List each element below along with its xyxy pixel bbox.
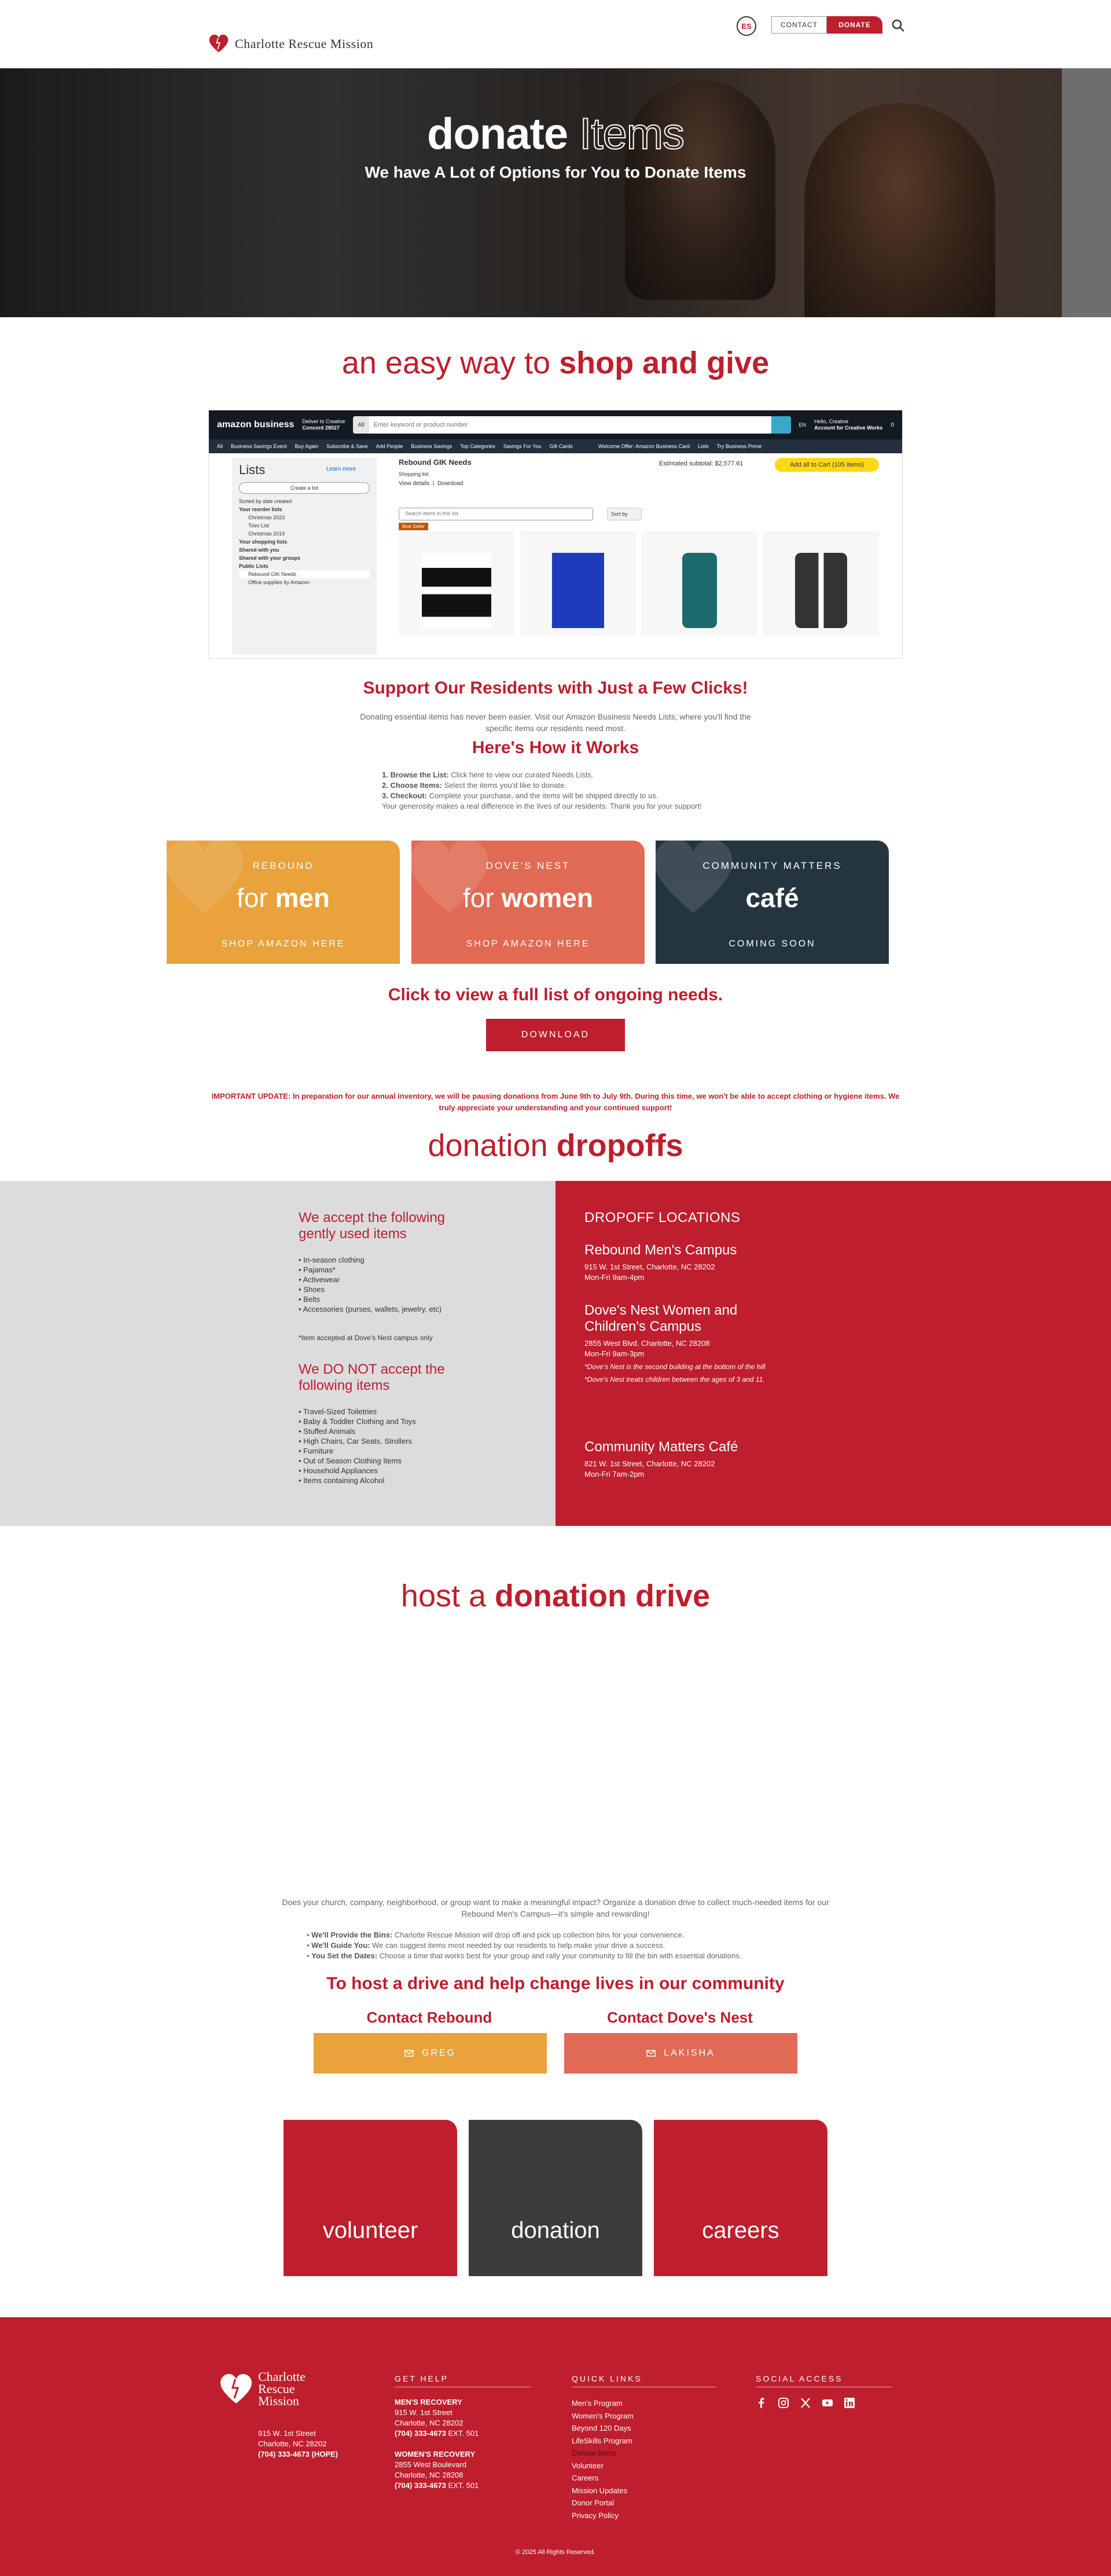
amazon-topbar: amazon business Deliver to Creative Concord 28027 All Enter keyword or product number EN Hello, Creative Account for Creative Works 0 [209,410,902,439]
closing-text: Your generosity makes a real difference in the lives of our residents. Thank you for your support! [382,802,702,810]
footer-link[interactable]: Women's Program [572,2411,634,2420]
social-icons [756,2397,855,2409]
accept-note: *Item accepted at Dove's Nest campus only [299,1334,433,1342]
product-tile [642,531,757,636]
heart-logo-icon [208,32,229,56]
location-doves-nest: Dove's Nest Women and Children's Campus 2855 West Blvd. Charlotte, NC 28208 Mon-Fri 9am-3pm *Dove's Nest is the second building at the bottom of the hill *Dove's Nest treats children between the ages of 3 and 11. [584,1302,766,1384]
step-3: 3. Checkout: Complete your purchase, and the items will be shipped directly to us. [382,791,658,800]
donation-card[interactable]: donation [469,2120,642,2276]
social-heading: SOCIAL ACCESS [756,2374,892,2387]
reject-title: We DO NOT accept the following items [299,1362,445,1393]
envelope-icon [646,2050,656,2057]
card-community-matters-cafe[interactable]: COMMUNITY MATTERS café COMING SOON [656,841,889,964]
get-help-column: MEN'S RECOVERY 915 W. 1st Street Charlotte, NC 28202 (704) 333-4673 EXT. 501 WOMEN'S RECOVERY 2855 West Boulevard Charlotte, NC 28208 (704) 333-4673 EXT. 501 [395,2398,479,2490]
x-twitter-icon[interactable] [800,2397,811,2409]
footer-phone[interactable]: (704) 333-4673 (HOPE) [258,2450,339,2458]
footer-link[interactable]: LifeSkills Program [572,2436,632,2445]
card-rebound-men[interactable]: REBOUND for men SHOP AMAZON HERE [167,841,400,964]
footer-link[interactable]: Privacy Policy [572,2511,619,2520]
product-tile [763,531,879,636]
location-rebound: Rebound Men's Campus 915 W. 1st Street, Charlotte, NC 28202 Mon-Fri 9am-4pm [584,1242,737,1282]
hero-banner [0,68,1111,317]
envelope-icon [404,2050,414,2057]
donate-button[interactable]: DONATE [827,16,882,34]
step-1[interactable]: 1. Browse the List: Click here to view our curated Needs Lists. [382,770,594,779]
drive-description: Does your church, company, neighborhood, or group want to make a meaningful impact? Organize a donation drive to collect much-needed items for our Rebound Men's Campus—it's simple and rewarding! [282,1898,829,1918]
search-icon[interactable] [891,19,905,32]
youtube-icon[interactable] [822,2397,833,2409]
contact-button[interactable]: CONTACT [771,16,827,34]
dropoff-locations-panel [556,1181,1111,1526]
download-button[interactable]: DOWNLOAD [486,1019,625,1051]
logo-text: Charlotte Rescue Mission [235,36,374,51]
footer-link[interactable]: Mission Updates [572,2486,628,2495]
careers-card[interactable]: careers [654,2120,827,2276]
support-title: Support Our Residents with Just a Few Clicks! [363,678,748,698]
footer-link[interactable]: Beyond 120 Days [572,2424,631,2432]
accept-title: We accept the following gently used items [299,1210,446,1242]
dropoffs-heading: donation dropoffs [428,1128,683,1163]
hero-subtitle: We have A Lot of Options for You to Donate Items [365,163,746,181]
footer-address: 915 W. 1st Street Charlotte, NC 28202 (704) 333-4673 (HOPE) [258,2429,339,2458]
product-tile [520,531,636,636]
quick-links-heading: QUICK LINKS [572,2374,716,2387]
shop-amazon-link[interactable]: SHOP AMAZON HERE [221,939,345,949]
footer-link[interactable]: Volunteer [572,2461,604,2470]
footer-link[interactable]: Careers [572,2474,599,2482]
step-2: 2. Choose Items: Select the items you'd like to donate. [382,781,566,790]
accept-list: • In-season clothing • Pajamas* • Activewear • Shoes • Belts • Accessories (purses, wallets, jewelry, etc) [299,1256,442,1313]
quick-links-list [572,2397,634,2522]
needs-list-title: Click to view a full list of ongoing needs. [388,985,723,1004]
contact-rebound-heading: Contact Rebound [366,2009,492,2026]
instagram-icon[interactable] [778,2397,789,2409]
important-update: IMPORTANT UPDATE: In preparation for our annual inventory, we will be pausing donations from June 9th to July 9th. During this time, we won't be able to accept clothing or hygiene items. We truly appreciate your understanding and your continued support! [211,1092,900,1112]
site-footer [0,2317,1111,2576]
coming-soon-label: COMING SOON [729,939,816,949]
product-tile [399,531,514,636]
language-toggle[interactable]: ES [737,16,756,36]
card-doves-nest-women[interactable]: DOVE'S NEST for women SHOP AMAZON HERE [411,841,645,964]
accepted-items-panel [0,1181,556,1526]
contact-greg-button[interactable]: GREG [314,2033,547,2074]
amazon-search-bar: All Enter keyword or product number [353,416,790,434]
footer-link-current[interactable]: Donate Items [572,2449,617,2457]
support-description: Donating essential items has never been easier. Visit our Amazon Business Needs Lists, where you'll find the specific items our residents need most. [360,712,751,733]
amazon-search-icon [771,416,791,434]
reject-list: • Travel-Sized Toiletries • Baby & Toddler Clothing and Toys • Stuffed Animals • High Chairs, Car Seats, Strollers • Furniture • Out of Season Clothing Items • Household Appliances • Items containing Alcohol [299,1407,416,1485]
amazon-lists-sidebar: Lists Learn more Create a list Sorted by date created Your reorder lists Christmas 2023 Tires List Christmas 2019 Your shopping lists Shared with you Shared with your groups Public Lists Rebound GIK Needs Office supplies by Amazon [232,458,377,655]
amazon-list-content: Rebound GIK Needs Shopping list View details | Download Estimated subtotal: $2,577.61 Add all to Cart (105 items) Search items in this list Sort by Best Seller [399,458,879,655]
how-it-works-title: Here's How it Works [472,738,639,757]
facebook-icon[interactable] [756,2397,767,2409]
heart-logo-icon [219,2370,253,2409]
drive-points: • We'll Provide the Bins: Charlotte Rescue Mission will drop off and pick up collection bins for your convenience. • We'll Guide You: We can suggest items most needed by our residents to help make your drive a success. • You Set the Dates: Choose a time that works best for your group and rally your community to fill the bin with essential donations. [307,1931,742,1960]
donation-drive-heading: host a donation drive [400,1579,711,1613]
hero-title: donate Items [426,109,685,159]
shop-give-heading: an easy way to shop and give [341,346,770,380]
steps-list [382,770,787,812]
locations-title: DROPOFF LOCATIONS [584,1210,741,1225]
site-header [0,0,1111,68]
location-cafe: Community Matters Café 821 W. 1st Street, Charlotte, NC 28202 Mon-Fri 7am-2pm [584,1439,738,1478]
site-logo[interactable] [208,32,373,56]
footer-link[interactable]: Men's Program [572,2399,623,2408]
amazon-list-screenshot[interactable] [208,410,903,659]
amazon-cart-icon: 0 [891,421,894,428]
copyright: © 2025 All Rights Reserved. [516,2549,595,2556]
footer-link[interactable]: Donor Portal [572,2498,614,2507]
footer-logo[interactable]: Charlotte Rescue Mission [219,2370,306,2409]
contact-lakisha-button[interactable]: LAKISHA [564,2033,797,2074]
amazon-nav: All Business Savings Event Buy Again Subscribe & Save Add People Business Savings Top Categories Savings For You Gift Cards Welcome Offer: Amazon Business Card Lists Try Business Prime [209,439,902,453]
contact-doves-heading: Contact Dove's Nest [607,2009,753,2026]
get-help-heading: GET HELP [395,2374,531,2387]
drive-cta-title: To host a drive and help change lives in our community [326,1974,785,1993]
linkedin-icon[interactable] [844,2397,855,2409]
shop-amazon-link[interactable]: SHOP AMAZON HERE [466,939,590,949]
volunteer-card[interactable]: volunteer [284,2120,457,2276]
